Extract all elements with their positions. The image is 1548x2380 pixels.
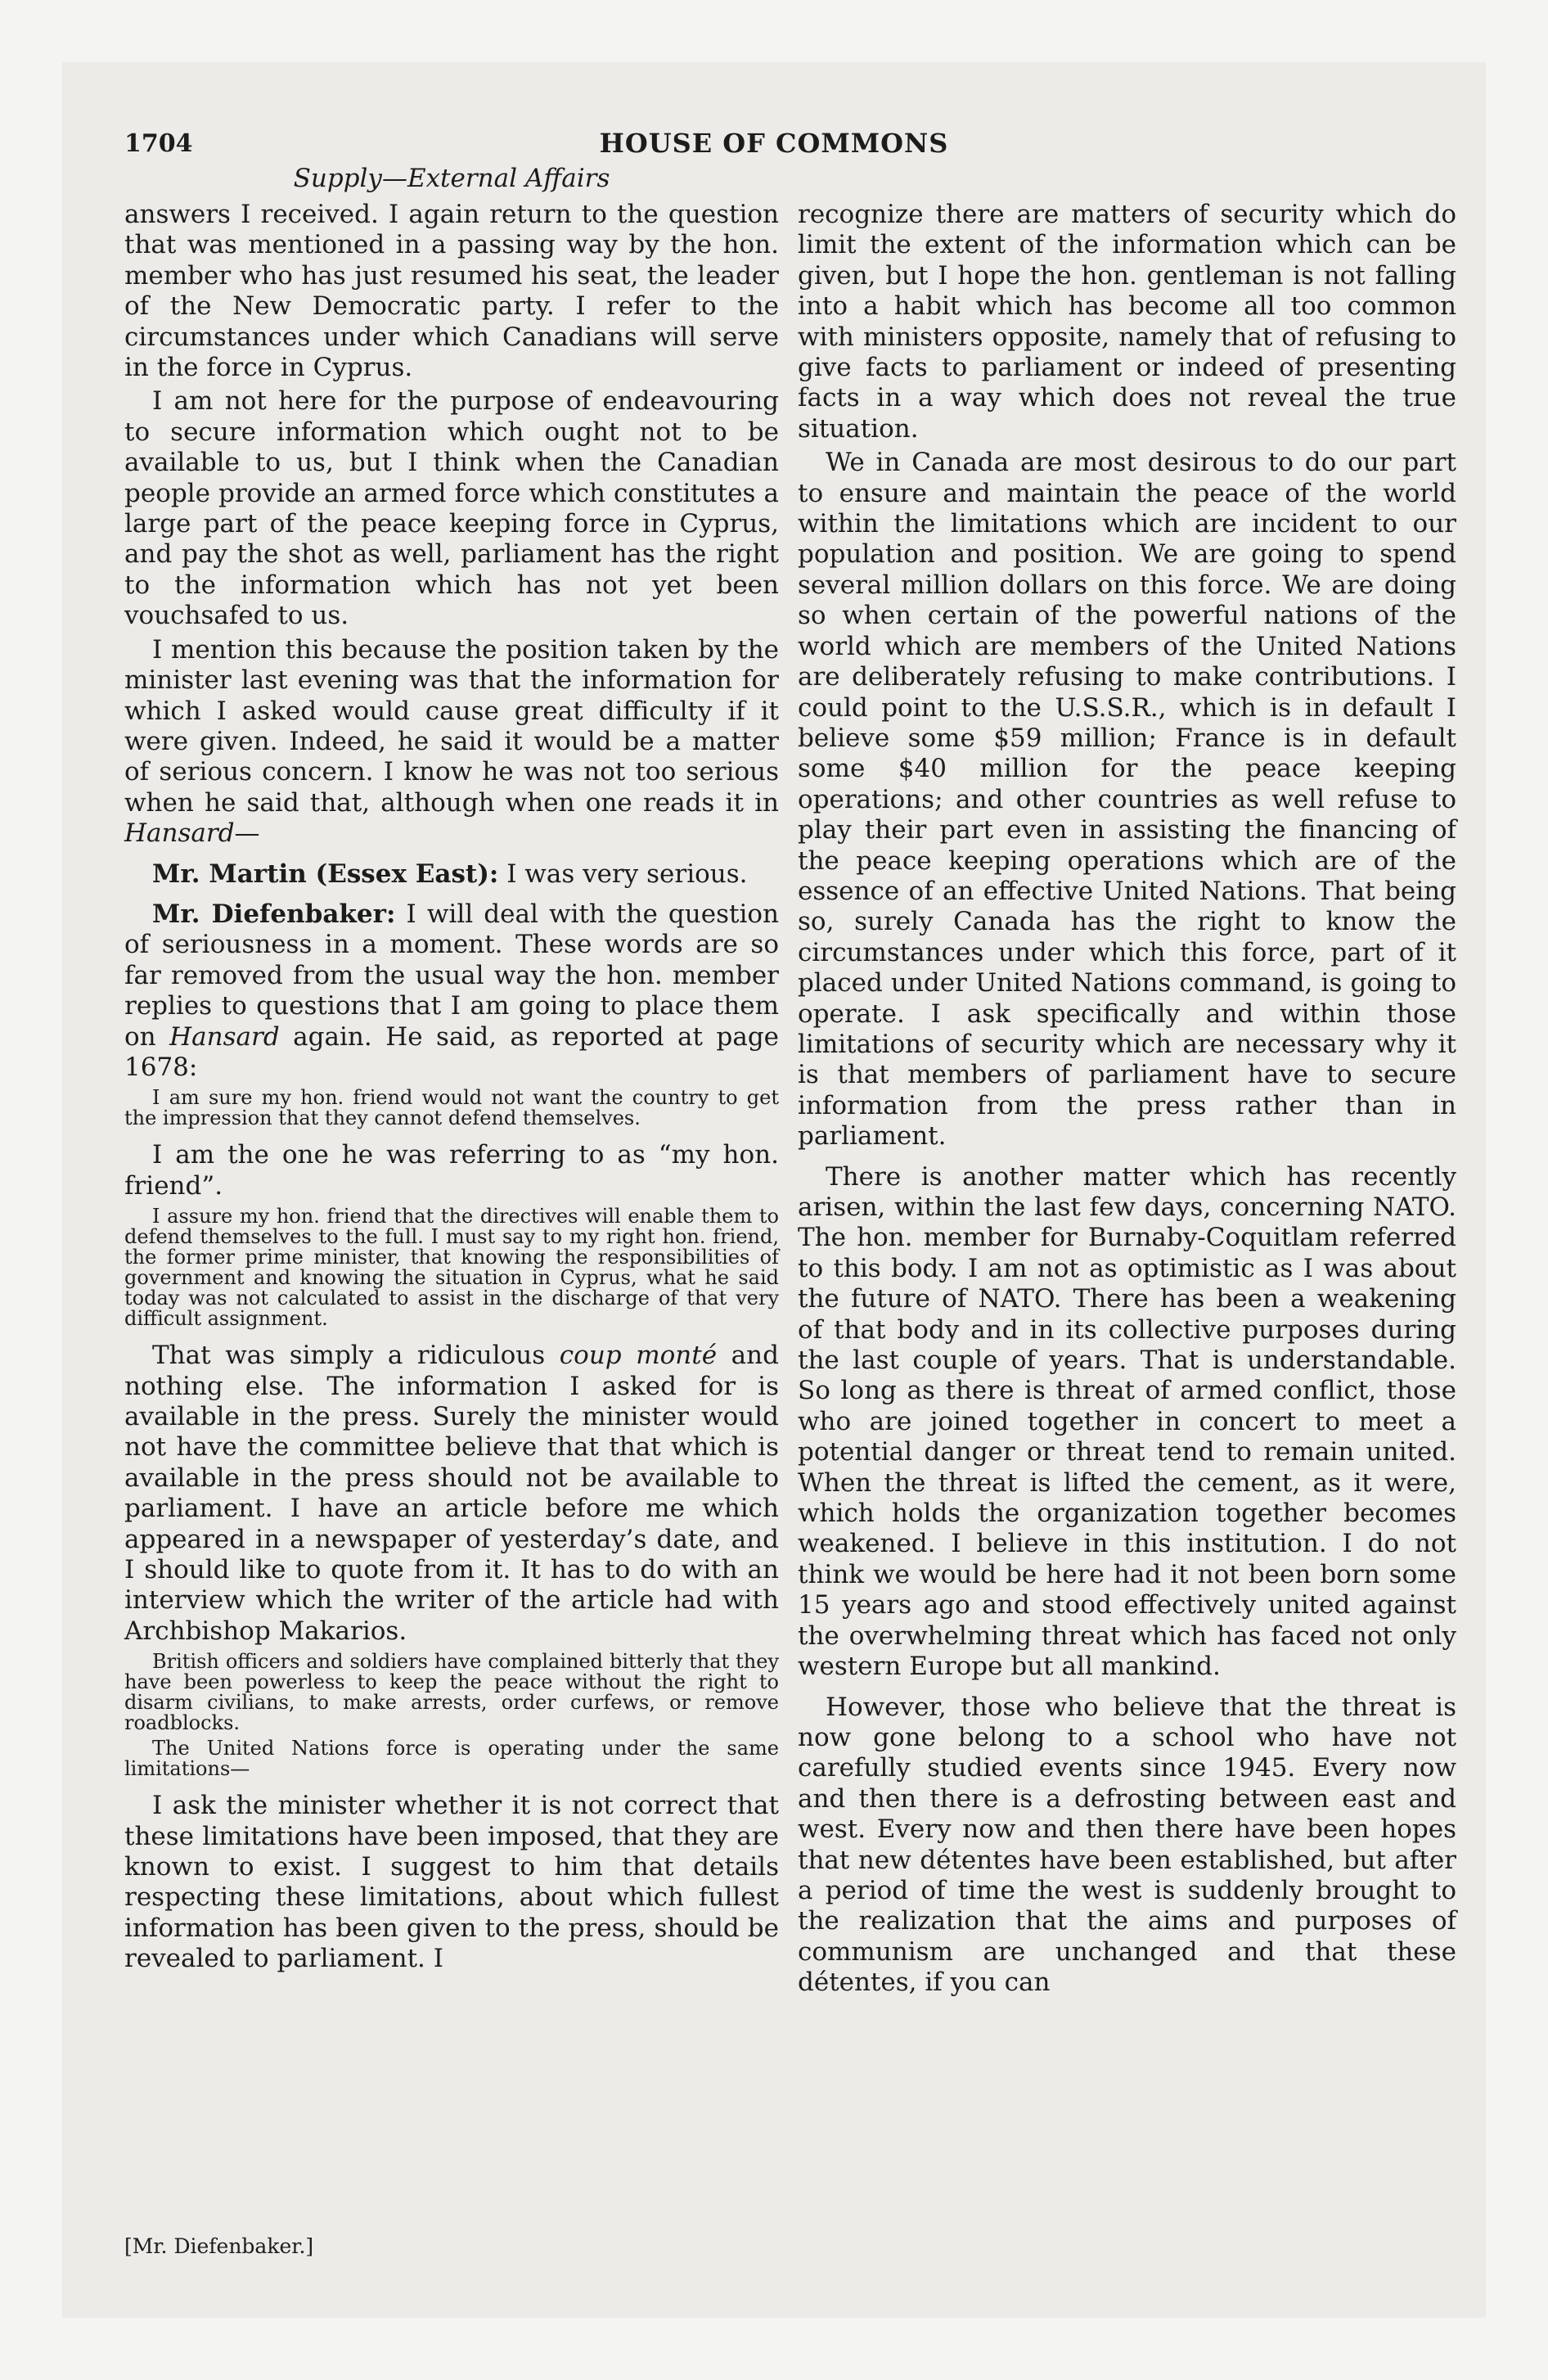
paragraph: However, those who believe that the threat is now gone belong to a school who have not carefully studied events since 1945. Every now and then there is a defrosting between east and west. Every now and then there have been hopes that new détentes have been established, but after a period of time the west is suddenly brought to the realization that the aims and purposes of communism are unchanged and that these détentes, if you can xyxy=(798,1692,1456,1998)
paragraph: I mention this because the position taken by the minister last evening was that the information for which I asked would cause great difficulty if it were given. Indeed, he said it would be a matter of serious concern. I know he was not too serious when he said that, although when one reads it in Hansard— xyxy=(124,634,779,849)
quotation: I am sure my hon. friend would not want the country to get the impression that they cannot defend themselves. xyxy=(124,1086,779,1130)
quotation: I assure my hon. friend that the directives will enable them to defend themselves to the full. I must say to my right hon. friend, the former prime minister, that knowing the responsibilities of government and knowing the situation in Cyprus, what he said today was not calculated to assist in the discharge of that very difficult assignment. xyxy=(124,1205,779,1331)
quotation: British officers and soldiers have complained bitterly that they have been powerless to keep the peace without the right to disarm civilians, to make arrests, order curfews, or remove roadblocks. xyxy=(124,1650,779,1735)
paragraph: We in Canada are most desirous to do our part to ensure and maintain the peace of the world within the limitations which are incident to our population and position. We are going to spend several million dollars on this force. We are doing so when certain of the powerful nations of the world which are members of the United Nations are deliberately refusing to make contributions. I could point to the U.S.S.R., which is in default I believe some $59 million; France is in default some $40 million for the peace keeping operations; and other countries as well refuse to play their part even in assisting the financing of the peace keeping operations which are of the essence of an effective United Nations. That being so, surely Canada has the right to know the circumstances under which this force, part of it placed under United Nations command, is going to operate. I ask specifically and within those limitations of security which are necessary why it is that members of parliament have to secure information from the press rather than in parliament. xyxy=(798,448,1456,1152)
paragraph: There is another matter which has recently arisen, within the last few days, concerning NATO. The hon. member for Burnaby-Coquitlam referred to this body. I am not as optimistic as I was about the future of NATO. There has been a weakening of that body and in its collective purposes during the last couple of years. That is understandable. So long as there is threat of armed conflict, those who are joined together in concert to meet a potential danger or threat tend to remain united. When the threat is lifted the cement, as it were, which holds the organization together becomes weakened. I believe in this institution. I do not think we would be here had it not been born some 15 years ago and stood effectively united against the overwhelming threat which has faced not only western Europe but all mankind. xyxy=(798,1161,1456,1682)
page-number: 1704 xyxy=(124,129,193,158)
running-head: HOUSE OF COMMONS xyxy=(599,128,949,159)
left-column xyxy=(124,200,779,1975)
speaker-name: Mr. Diefenbaker: xyxy=(152,899,396,929)
paragraph: recognize there are matters of security which do limit the extent of the information which can be given, but I hope the hon. gentleman is not falling into a habit which has become all too common with ministers opposite, namely that of refusing to give facts to parliament or indeed of presenting facts in a way which does not reveal the true situation. xyxy=(798,200,1456,444)
speaker-name: Mr. Martin (Essex East): xyxy=(152,859,499,889)
paragraph: I am the one he was referring to as “my hon. friend”. xyxy=(124,1140,779,1201)
paragraph: That was simply a ridiculous coup monté and nothing else. The information I asked for is available in the press. Surely the minister would not have the committee believe that that which is available in the press should not be available to parliament. I have an article before me which appeared in a newspaper of yesterday’s date, and I should like to quote from it. It has to do with an interview which the writer of the article had with Archbishop Makarios. xyxy=(124,1341,779,1646)
right-column xyxy=(798,200,1456,1999)
speaker-turn-martin: Mr. Martin (Essex East): I was very serious. xyxy=(152,859,748,889)
quotation: The United Nations force is operating under the same limitations— xyxy=(124,1737,779,1781)
section-heading: Supply—External Affairs xyxy=(293,164,610,193)
speaker-turn-diefenbaker: Mr. Diefenbaker: I will deal with the question of seriousness in a moment. These words are so far removed from the usual way the hon. member replies to questions that I am going to place them on Hansard again. He said, as reported at page 1678: xyxy=(124,899,780,1082)
paragraph: I am not here for the purpose of endeavouring to secure information which ought not to be available to us, but I think when the Canadian people provide an armed force which constitutes a large part of the peace keeping force in Cyprus, and pay the shot as well, parliament has the right to the information which has not yet been vouchsafed to us. xyxy=(124,386,779,631)
paragraph: I ask the minister whether it is not correct that these limitations have been imposed, that they are known to exist. I suggest to him that details respecting these limitations, about which fullest information has been given to the press, should be revealed to parliament. I xyxy=(124,1791,779,1974)
footer-speaker: [Mr. Diefenbaker.] xyxy=(124,2234,314,2258)
paragraph: answers I received. I again return to the question that was mentioned in a passing way by the hon. member who has just resumed his seat, the leader of the New Democratic party. I refer to the circumstances under which Canadians will serve in the force in Cyprus. xyxy=(124,200,779,383)
